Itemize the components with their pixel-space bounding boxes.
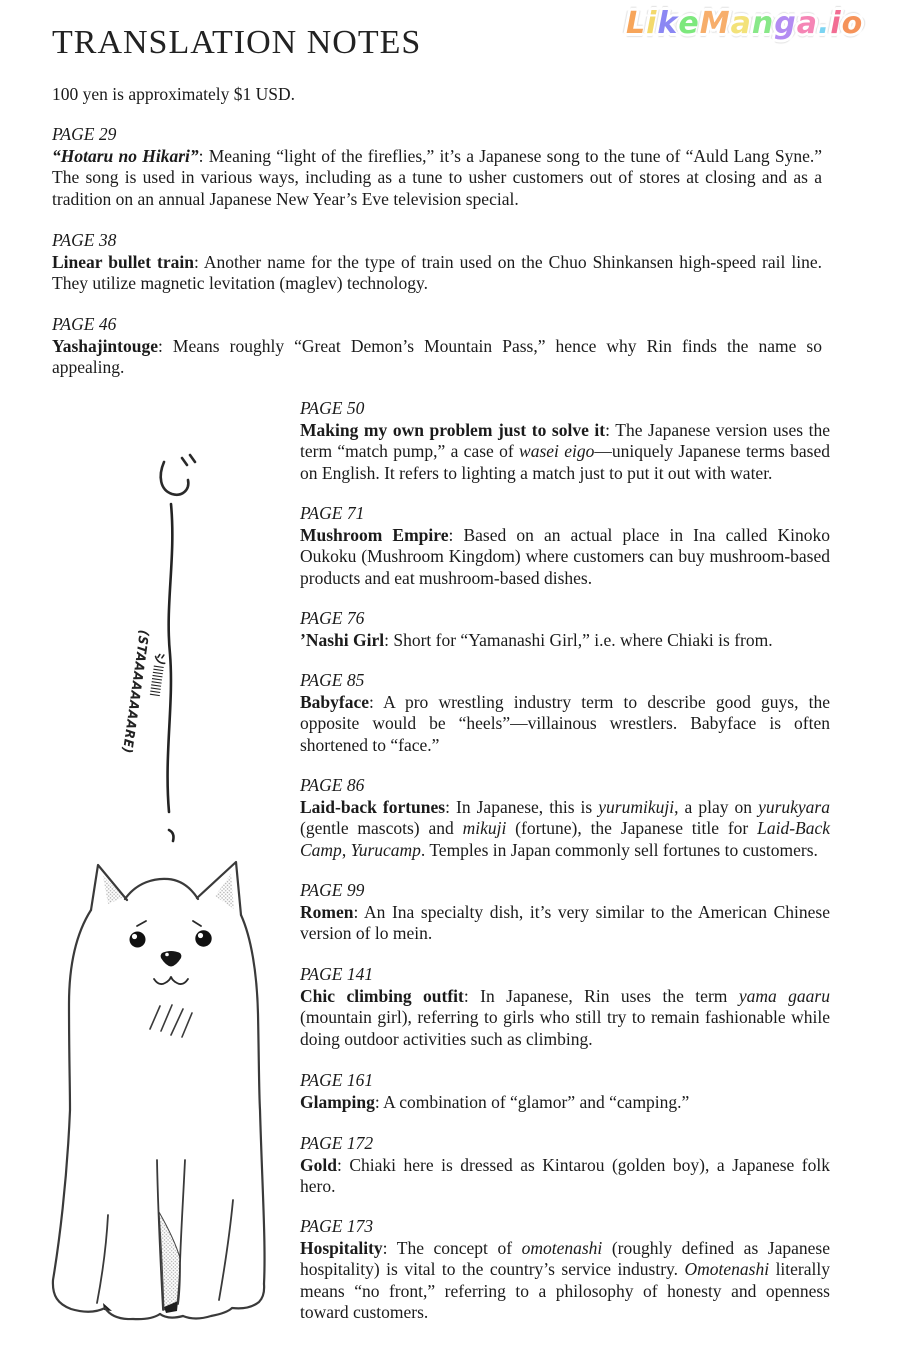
note-text [300, 692, 830, 756]
text-segment: omotenashi [521, 1238, 603, 1258]
text-segment: (gentle mascots) and [300, 818, 463, 839]
text-segment: : In Japanese, this is [445, 797, 599, 817]
text-segment: Babyface [300, 692, 370, 712]
text-segment: wasei eigo [519, 441, 595, 462]
text-segment: : Meaning “light of the fireflies,” it’s a Japanese song to the tune of “Auld Lang Syne.” The song is used in various ways, including as a tune to usher customers out of stores at closing and as a tradition on an annual Japanese New Year’s Eve television special. [52, 146, 822, 209]
note-text [52, 252, 822, 295]
note-text [300, 797, 830, 861]
page-label: PAGE 85 [300, 670, 365, 690]
note-page-172 [300, 1133, 830, 1198]
note-page-99 [300, 880, 830, 945]
likemanga-watermark [626, 4, 863, 44]
note-text [300, 1092, 830, 1113]
page-label: PAGE 46 [52, 314, 117, 334]
text-segment: : Based on an actual place in Ina called Kinoko Oukoku (Mushroom Kingdom) where customers can buy mushroom-based products and eat mushroom-based dishes. [300, 525, 830, 588]
text-segment: . Temples in Japan commonly sell fortunes to customers. [420, 839, 818, 860]
katakana-ji-icon [154, 652, 167, 665]
watermark-letter: M [699, 6, 731, 41]
text-segment: Gold [300, 1155, 337, 1175]
sfx-ji-bars: |||||||||| [149, 664, 165, 698]
text-segment: : The concept of [382, 1238, 522, 1258]
text-segment: (mountain girl), referring to girls who still try to remain fashionable while doing outdoor activities such as climbing. [300, 1007, 830, 1049]
watermark-letter: n [751, 6, 775, 41]
note-page-50 [300, 398, 830, 484]
text-segment: yurumikuji [598, 797, 675, 817]
note-text [300, 420, 830, 484]
dog-body-fill [53, 862, 266, 1320]
note-text [300, 630, 830, 651]
text-segment: Making my own problem just to solve it [300, 420, 606, 440]
intro-note: 100 yen is approximately $1 USD. [52, 84, 296, 104]
note-text [300, 986, 830, 1050]
note-page-29 [52, 124, 822, 210]
watermark-letter: . [817, 6, 831, 41]
text-segment: Romen [300, 902, 354, 922]
page-label: PAGE 71 [300, 503, 365, 523]
page-label: PAGE 29 [52, 124, 117, 144]
note-page-46 [52, 314, 822, 379]
note-text [52, 146, 822, 210]
text-segment: mikuji [462, 818, 507, 839]
note-text [300, 1155, 830, 1198]
text-segment: : Another name for the type of train used on the Chuo Shinkansen high-speed rail line. They utilize magnetic levitation (maglev) technology. [52, 252, 822, 294]
text-segment: (fortune), the Japanese title for [506, 818, 758, 839]
text-segment: Yashajintouge [52, 336, 158, 356]
dog-nose-highlight [165, 953, 169, 957]
text-segment: Hospitality [300, 1238, 383, 1258]
text-segment: yurukyara [758, 797, 830, 817]
page-label: PAGE 86 [300, 775, 365, 795]
note-text [300, 1238, 830, 1324]
note-text [300, 902, 830, 945]
note-page-161 [300, 1070, 830, 1113]
note-page-85 [300, 670, 830, 756]
watermark-letter: e [678, 6, 700, 41]
note-page-71 [300, 503, 830, 589]
text-segment: : A combination of “glamor” and “camping.” [374, 1092, 690, 1112]
page-label: PAGE 76 [300, 608, 365, 628]
page-label: PAGE 161 [300, 1070, 374, 1090]
watermark-letter: g [774, 6, 797, 41]
text-segment: —uniquely Japanese terms based on English. It refers to lighting a match just to put it out with water. [300, 441, 830, 483]
text-segment: Laid-back fortunes [300, 797, 446, 817]
text-segment: Glamping [300, 1092, 375, 1112]
text-segment: : Chiaki here is dressed as Kintarou (golden boy), a Japanese folk hero. [300, 1155, 830, 1197]
text-segment: literally means “no front,” referring to a philosophy of honesty and openness toward customers. [300, 1259, 830, 1323]
note-page-141 [300, 964, 830, 1050]
text-segment: (roughly defined as Japanese hospitality) is vital to the country’s service industry. [300, 1238, 830, 1280]
text-segment: Mushroom Empire [300, 525, 449, 545]
text-segment: yama gaaru [738, 986, 830, 1006]
note-text [300, 525, 830, 589]
watermark-letter: i [646, 6, 658, 41]
text-segment: ’Nashi Girl [300, 630, 385, 650]
watermark-letter: a [796, 6, 818, 41]
page-label: PAGE 50 [300, 398, 365, 418]
text-segment: Omotenashi [684, 1259, 770, 1280]
text-segment: , [341, 839, 351, 860]
page-label: PAGE 141 [300, 964, 374, 984]
note-page-173 [300, 1216, 830, 1324]
watermark-letter: a [730, 6, 752, 41]
dog-illustration [25, 852, 295, 1330]
text-segment: Yurucamp [350, 839, 421, 860]
note-page-38 [52, 230, 822, 295]
hiragana-ji-icon [150, 450, 198, 500]
note-page-86 [300, 775, 830, 861]
text-segment: Chic climbing outfit [300, 986, 464, 1006]
text-segment: Linear bullet train [52, 252, 194, 272]
page-label: PAGE 99 [300, 880, 365, 900]
page-title: TRANSLATION NOTES [52, 24, 422, 61]
text-segment: : A pro wrestling industry term to describe good guys, the opposite would be “heels”—villainous wrestlers. Babyface is often shortened to “face.” [300, 692, 830, 755]
text-segment: Laid-Back Camp [300, 818, 830, 860]
dog-left-eye-highlight [132, 934, 137, 939]
text-segment: : An Ina specialty dish, it’s very similar to the American Chinese version of lo mein. [300, 902, 830, 944]
text-segment: : Short for “Yamanashi Girl,” i.e. where Chiaki is from. [384, 630, 773, 650]
text-segment: “Hotaru no Hikari” [52, 146, 199, 166]
dog-right-eye-highlight [198, 933, 203, 938]
note-page-76 [300, 608, 830, 651]
page-label: PAGE 173 [300, 1216, 374, 1236]
dog-right-eye [195, 930, 211, 946]
text-segment: : In Japanese, Rin uses the term [463, 986, 739, 1006]
watermark-letter: L [626, 6, 647, 41]
dog-left-eye [130, 932, 146, 948]
sfx-stare-text: (STAAAAAAAARE) [118, 628, 151, 755]
text-segment: , a play on [674, 797, 759, 817]
text-segment: : Means roughly “Great Demon’s Mountain Pass,” hence why Rin finds the name so appealing. [52, 336, 822, 378]
watermark-letter: i [830, 6, 842, 41]
page-label: PAGE 172 [300, 1133, 374, 1153]
text-segment: : The Japanese version uses the term “match pump,” a case of [300, 420, 830, 462]
page-label: PAGE 38 [52, 230, 117, 250]
watermark-letter: o [841, 6, 864, 41]
watermark-letter: k [657, 6, 679, 41]
note-text [52, 336, 822, 379]
